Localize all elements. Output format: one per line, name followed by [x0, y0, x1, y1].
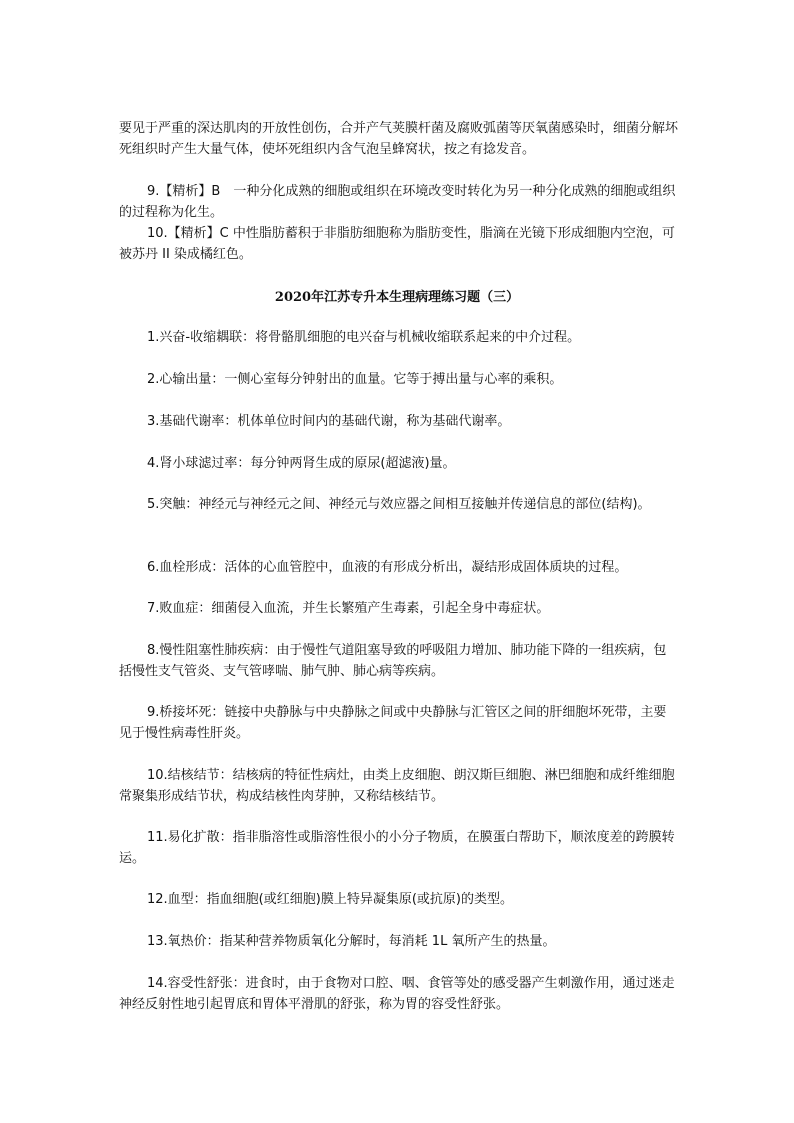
list-item: 9.桥接坏死：链接中央静脉与中央静脉之间或中央静脉与汇管区之间的肝细胞坏死带，主要见于慢性病毒性肝炎。 [119, 705, 667, 741]
list-item: 2.心输出量：一侧心室每分钟射出的血量。它等于搏出量与心率的乘积。 [147, 372, 563, 387]
paragraph-continued: 要见于严重的深达肌肉的开放性创伤，合并产气荚膜杆菌及腐败弧菌等厌氧菌感染时，细菌分解坏死组织时产生大量气体，使坏死组织内含气泡呈蜂窝状，按之有捻发音。 [119, 121, 679, 157]
answer-10: 10.【精析】C 中性脂肪蓄积于非脂肪细胞称为脂肪变性，脂滴在光镜下形成细胞内空泡，可被苏丹 II 染成橘红色。 [119, 226, 675, 262]
answer-9: 9.【精析】B 一种分化成熟的细胞或组织在环境改变时转化为另一种分化成熟的细胞或组织的过程称为化生。 [119, 184, 676, 220]
list-item: 4.肾小球滤过率：每分钟两肾生成的原尿(超滤液)量。 [147, 456, 456, 471]
section-title: 2020年江苏专升本生理病理练习题（三） [274, 290, 520, 305]
list-item: 3.基础代谢率：机体单位时间内的基础代谢，称为基础代谢率。 [147, 414, 511, 429]
list-item: 11.易化扩散：指非脂溶性或脂溶性很小的小分子物质，在膜蛋白帮助下，顺浓度差的跨膜转运。 [119, 830, 675, 866]
list-item: 10.结核结节：结核病的特征性病灶，由类上皮细胞、朗汉斯巨细胞、淋巴细胞和成纤维细胞常聚集形成结节状，构成结核性肉芽肿，又称结核结节。 [119, 768, 675, 804]
list-item: 5.突触：神经元与神经元之间、神经元与效应器之间相互接触并传递信息的部位(结构)。 [147, 497, 651, 512]
list-item: 7.败血症：细菌侵入血流，并生长繁殖产生毒素，引起全身中毒症状。 [147, 601, 550, 616]
list-item: 1.兴奋-收缩耦联：将骨骼肌细胞的电兴奋与机械收缩联系起来的中介过程。 [147, 330, 581, 345]
list-item: 6.血栓形成：活体的心血管腔中，血液的有形成分析出，凝结形成固体质块的过程。 [147, 560, 628, 575]
list-item: 13.氧热价：指某种营养物质氧化分解时，每消耗 1L 氧所产生的热量。 [147, 934, 556, 949]
list-item: 14.容受性舒张：进食时，由于食物对口腔、咽、食管等处的感受器产生刺激作用，通过迷走神经反射性地引起胃底和胃体平滑肌的舒张，称为胃的容受性舒张。 [119, 976, 675, 1012]
list-item: 8.慢性阻塞性肺疾病：由于慢性气道阻塞导致的呼吸阻力增加、肺功能下降的一组疾病，包括慢性支气管炎、支气管哮喘、肺气肿、肺心病等疾病。 [119, 643, 667, 679]
list-item: 12.血型：指血细胞(或红细胞)膜上特异凝集原(或抗原)的类型。 [147, 892, 513, 907]
